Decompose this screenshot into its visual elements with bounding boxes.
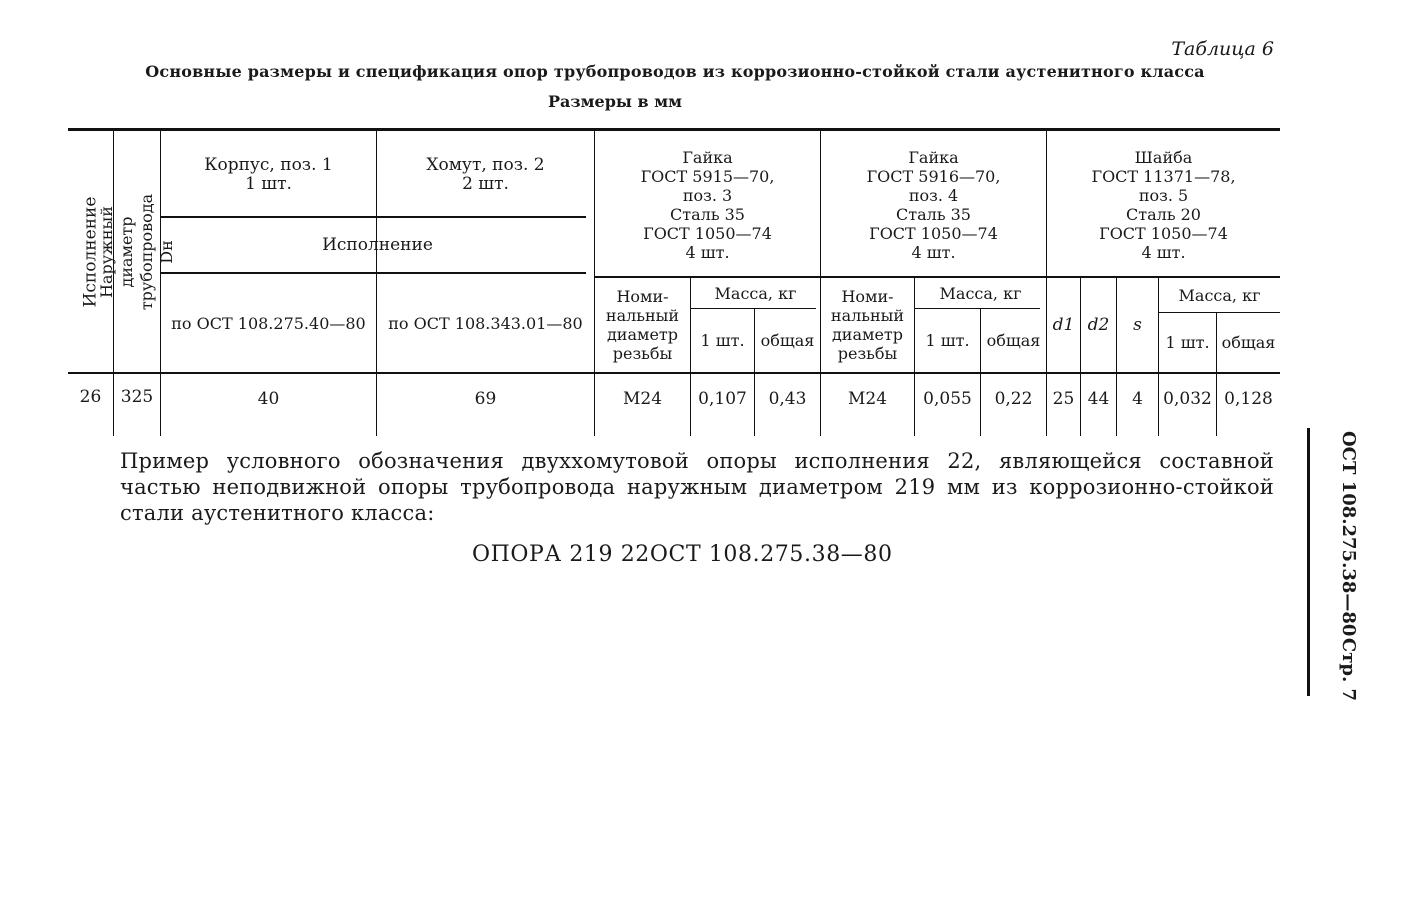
header-shaiba-one-pc: 1 шт. [1165, 333, 1210, 352]
header-ispolnenie: Исполнение [80, 196, 101, 307]
header-gaika1-total: общая [760, 331, 815, 350]
header-shaiba: Шайба ГОСТ 11371—78, поз. 5 Сталь 20 ГОСТ 1050—74 4 шт. [1091, 148, 1236, 262]
header-gaika2-nom-diam: Номи- нальный диаметр резьбы [830, 287, 905, 363]
table-title: Основные размеры и спецификация опор трубопроводов из коррозионно-стойкой стали аустенитного класса [145, 62, 1205, 81]
header-gaika1-nom-diam: Номи- нальный диаметр резьбы [605, 287, 680, 363]
cell-shaiba-mass-total: 0,128 [1224, 388, 1273, 409]
cell-khomut: 69 [474, 388, 497, 409]
header-d2: d2 [1087, 314, 1110, 335]
header-gaika-5915: Гайка ГОСТ 5915—70, поз. 3 Сталь 35 ГОСТ 1050—74 4 шт. [640, 148, 775, 262]
header-ispolnenie-group: Исполнение [322, 234, 433, 255]
header-d1: d1 [1052, 314, 1075, 335]
header-gaika2-massa: Масса, кг [939, 283, 1022, 303]
header-gaika-5916: Гайка ГОСТ 5916—70, поз. 4 Сталь 35 ГОСТ 1050—74 4 шт. [866, 148, 1001, 262]
header-korpus: Корпус, поз. 1 1 шт. [204, 155, 333, 194]
table-top-rule [68, 128, 1280, 131]
cell-korpus: 40 [257, 388, 280, 409]
header-shaiba-massa: Масса, кг [1178, 285, 1261, 305]
side-rule [1307, 428, 1310, 696]
header-shaiba-total: общая [1221, 333, 1276, 352]
cell-gaika2-mass-total: 0,22 [994, 388, 1033, 409]
header-gaika1-massa: Масса, кг [714, 283, 797, 303]
header-gaika1-one-pc: 1 шт. [700, 331, 745, 350]
header-khomut: Хомут, поз. 2 2 шт. [426, 155, 545, 194]
table-units-note: Размеры в мм [548, 92, 682, 111]
cell-s: 4 [1132, 388, 1143, 409]
cell-shaiba-mass-one: 0,032 [1163, 388, 1212, 409]
header-khomut-ost: по ОСТ 108.343.01—80 [388, 313, 583, 333]
cell-d1: 25 [1052, 388, 1075, 409]
cell-gaika1-mass-total: 0,43 [768, 388, 807, 409]
header-korpus-ost: по ОСТ 108.275.40—80 [171, 313, 366, 333]
cell-outer-diameter: 325 [120, 386, 154, 407]
side-document-stamp [1329, 431, 1369, 701]
header-gaika2-total: общая [986, 331, 1041, 350]
specification-table [68, 128, 1280, 436]
cell-ispolnenie: 26 [79, 386, 102, 407]
cell-gaika2-mass-one: 0,055 [923, 388, 972, 409]
header-outer-diameter: Наружный диаметр трубопровода Dн [97, 193, 176, 310]
cell-gaika2-thread: М24 [847, 388, 888, 409]
side-page-number: Стр. 7 [1338, 637, 1360, 701]
designation-code: ОПОРА 219 22ОСТ 108.275.38—80 [472, 542, 893, 567]
table-number-label: Таблица 6 [1171, 38, 1274, 60]
cell-d2: 44 [1087, 388, 1110, 409]
side-doc-code: ОСТ 108.275.38—80 [1338, 431, 1360, 637]
header-gaika2-one-pc: 1 шт. [925, 331, 970, 350]
header-s: s [1133, 314, 1142, 335]
cell-gaika1-mass-one: 0,107 [698, 388, 747, 409]
designation-example-text: Пример условного обозначения двуххомутовой опоры исполнения 22, являющейся составной частью неподвижной опоры трубопровода наружным диаметром 219 мм из коррозионно-стойкой стали аустенитного класса: [120, 449, 1274, 525]
cell-gaika1-thread: М24 [622, 388, 663, 409]
